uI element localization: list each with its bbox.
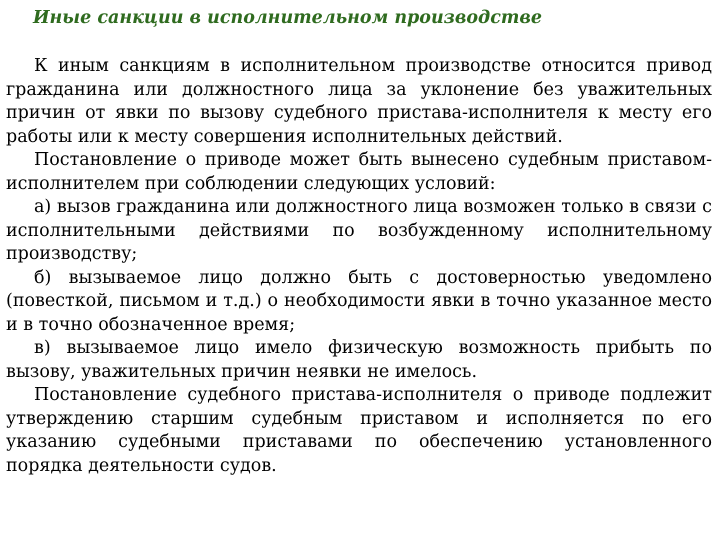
slide-title: Иные санкции в исполнительном производстве xyxy=(33,8,542,28)
paragraph-approval: Постановление судебного пристава-исполнителя о приводе подлежит утверждению старшим судебным приставом и исполняется по его указанию судебными приставами по обеспечению установленного порядка деятельности судов. xyxy=(6,385,712,476)
paragraph-conditions: Постановление о приводе может быть вынесено судебным приставом-исполнителем при соблюдении следующих условий: xyxy=(6,150,712,194)
paragraph-intro: К иным санкциям в исполнительном производстве относится привод гражданина или должностного лица за уклонение без уважительных причин от явки по вызову судебного пристава-исполнителя к месту его работы или к месту совершения исполнительных действий. xyxy=(6,56,712,147)
paragraph-condition-c: в) вызываемое лицо имело физическую возможность прибыть по вызову, уважительных причин неявки не имелось. xyxy=(6,338,712,382)
paragraph-condition-b: б) вызываемое лицо должно быть с достоверностью уведомлено (повесткой, письмом и т.д.) о необходимости явки в точно указанное место и в точно обозначенное время; xyxy=(6,267,712,335)
slide-body xyxy=(6,55,712,478)
paragraph-condition-a: а) вызов гражданина или должностного лица возможен только в связи с исполнительными действиями по возбужденному исполнительному производству; xyxy=(6,197,712,264)
